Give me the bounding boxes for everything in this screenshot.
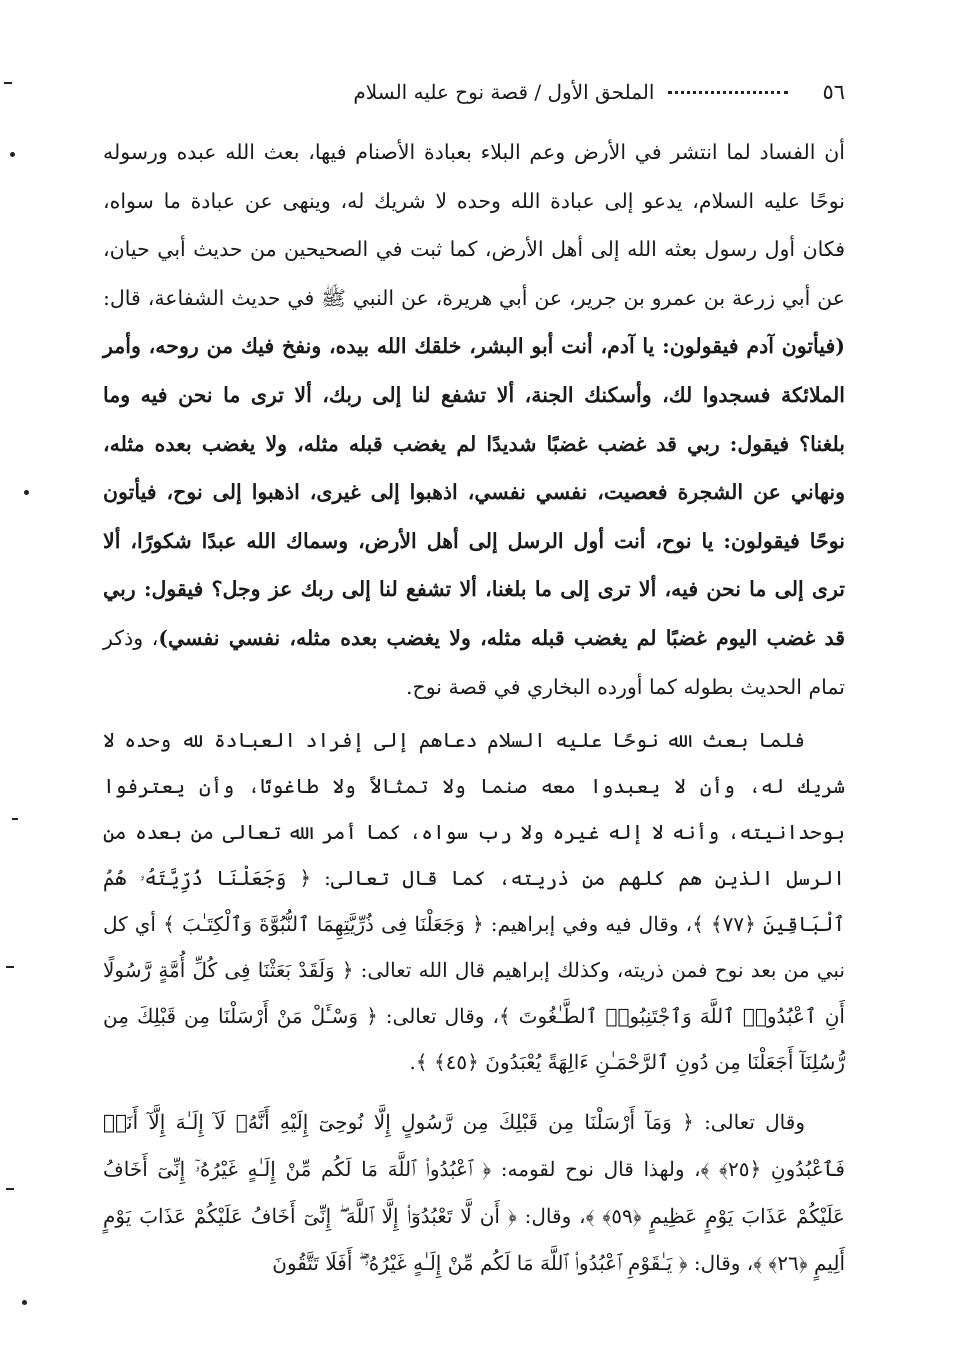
paragraph-quranic-verses: وقال تعالى: ﴿ وَمَآ أَرْسَلْنَا مِن قَبْلِكَ مِن رَّسُولٍ إِلَّا نُوحِىٓ إِلَيْهِ أَنَّهُۥ لَآ إِلَـٰهَ إِلَّآ أَنَا۠ فَٱعْبُدُونِ ﴿٢٥﴾ ﴾، ولهذا قال نوح لقومه: ﴿ ٱعْبُدُوا۟ ٱللَّهَ مَا لَكُم مِّنْ إِلَـٰهٍ غَيْرُهُۥٓ إِنِّىٓ أَخَافُ عَلَيْكُمْ عَذَابَ يَوْمٍ عَظِيمٍ ﴿٥٩﴾ ﴾، وقال: ﴿ أَن لَّا تَعْبُدُوٓا۟ إِلَّا ٱللَّهَ ۖ إِنِّىٓ أَخَافُ عَلَيْكُمْ عَذَابَ يَوْمٍ أَلِيمٍ ﴿٢٦﴾ ﴾، وقال: ﴿ يَـٰقَوْمِ ٱعْبُدُوا۟ ٱللَّهَ مَا لَكُم مِّنْ إِلَـٰهٍ غَيْرُهُۥٓ ۖ أَفَلَا تَتَّقُونَ — [103, 1110, 845, 1276]
paragraph-tawhid: فلما بعث الله نوحًا عليه السلام دعاهم إلى إفراد العبادة لله وحده لا شريك له، وأن لا يعبدوا معه صنما ولا تمثالاً ولا طاغوتًا، وأن يعترفوا بوحدانيته، وأنه لا إله غيره ولا رب سواه، كما أمر الله تعالى من بعده من الرسل الذين هم كلهم من ذريته، كما قال تعالى: ﴿ وَجَعَلْنَا ذُرِّيَّتَهُۥ هُمُ ٱلْبَاقِينَ ﴿٧٧﴾ ﴾، وقال فيه وفي إبراهيم: ﴿ وَجَعَلْنَا فِى ذُرِّيَّتِهِمَا ٱلنُّبُوَّةَ وَٱلْكِتَـٰبَ ﴾ أي كل نبي من بعد نوح فمن ذريته، وكذلك إبراهيم قال الله تعالى: ﴿ وَلَقَدْ بَعَثْنَا فِى كُلِّ أُمَّةٍ رَّسُولًا أَنِ ٱعْبُدُوا۟ ٱللَّهَ وَٱجْتَنِبُوا۟ ٱلطَّـٰغُوتَ ﴾، وقال تعالى: ﴿ وَسْـَٔلْ مَنْ أَرْسَلْنَا مِن قَبْلِكَ مِن رُّسُلِنَآ أَجَعَلْنَا مِن دُونِ ٱلرَّحْمَـٰنِ ءَالِهَةً يُعْبَدُونَ ﴿٤٥﴾ ﴾. — [103, 728, 846, 1075]
scan-speck — [10, 152, 15, 157]
running-title: الملحق الأول / قصة نوح عليه السلام — [353, 80, 655, 104]
dotted-leader — [668, 91, 788, 94]
page-body — [103, 128, 845, 1287]
scan-speck — [6, 1188, 14, 1190]
paragraph-outro: ، وذكر تمام الحديث بطوله كما أورده البخاري في قصة نوح. — [103, 625, 845, 699]
scan-speck — [24, 490, 29, 495]
hadith-quote: (فيأتون آدم فيقولون: يا آدم، أنت أبو البشر، خلقك الله بيده، ونفخ فيك من روحه، وأمر الملائكة فسجدوا لك، وأسكنك الجنة، ألا تشفع لنا إلى ربك، ألا ترى ما نحن فيه وما بلغنا؟ فيقول: ربي قد غضب غضبًا شديدًا لم يغضب قبله مثله، ولا يغضب بعده مثله، ونهاني عن الشجرة فعصيت، نفسي نفسي، اذهبوا إلى غيرى، اذهبوا إلى نوح، فيأتون نوحًا فيقولون: يا نوح، أنت أول الرسل إلى أهل الأرض، وسماك الله عبدًا شكورًا، ألا ترى إلى ما نحن فيه، ألا ترى إلى ما بلغنا، ألا تشفع لنا إلى ربك عز وجل؟ فيقول: ربي قد غضب اليوم غضبًا لم يغضب قبله مثله، ولا يغضب بعده مثله، نفسي نفسي) — [103, 334, 846, 650]
scan-speck — [12, 818, 18, 820]
paragraph-intro: أن الفساد لما انتشر في الأرض وعم البلاء بعبادة الأصنام فيها، بعث الله عبده ورسوله نوحًا عليه السلام، يدعو إلى عبادة الله وحده لا شريك له، وينهى عن عبادة ما سواه، فكان أول رسول بعثه الله إلى أهل الأرض، كما ثبت في الصحيحين من حديث أبي حيان، عن أبي زرعة بن عمرو بن جرير، عن أبي هريرة، عن النبي ﷺ في حديث الشفاعة، قال: — [103, 140, 845, 310]
scan-speck — [22, 1300, 27, 1305]
scan-speck — [4, 82, 12, 84]
scan-speck — [6, 966, 14, 968]
page-number: ٥٦ — [822, 80, 845, 104]
paragraph-hadith — [103, 128, 845, 711]
running-header — [100, 72, 845, 112]
